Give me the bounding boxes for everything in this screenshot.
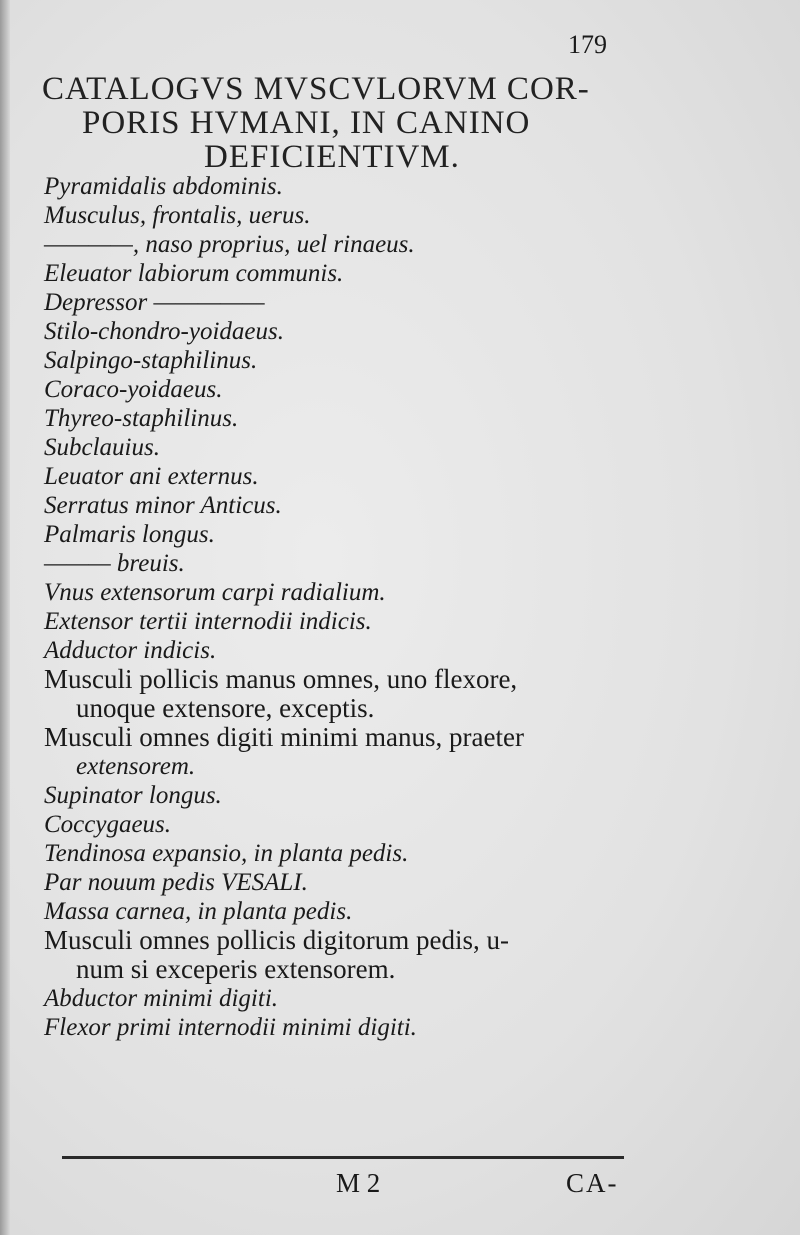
- list-item: Extensor tertii internodii indicis.: [44, 608, 372, 635]
- list-item: Coraco-yoidaeus.: [44, 376, 223, 403]
- list-item: num si exceperis extensorem.: [76, 954, 396, 984]
- list-item: unoque extensore, exceptis.: [76, 693, 375, 723]
- signature-mark: M 2: [336, 1168, 381, 1198]
- muscle-list: [44, 172, 634, 1042]
- list-item: Musculi pollicis manus omnes, uno flexore,: [44, 664, 518, 694]
- list-item: Abductor minimi digiti.: [44, 985, 279, 1012]
- list-item: Stilo-chondro-yoidaeus.: [44, 318, 285, 345]
- list-item: Adductor indicis.: [44, 637, 217, 664]
- list-item: Depressor —————: [44, 289, 265, 316]
- list-item: Musculus, frontalis, uerus.: [44, 202, 311, 229]
- list-item: Salpingo-staphilinus.: [44, 347, 258, 374]
- footer-rule: [62, 1156, 624, 1159]
- catchword: CA-: [566, 1168, 619, 1198]
- list-item: Musculi omnes pollicis digitorum pedis, u-: [44, 925, 509, 955]
- list-item: Serratus minor Anticus.: [44, 492, 282, 519]
- list-item: Flexor primi internodii minimi digiti.: [44, 1014, 417, 1041]
- list-item: Pyramidalis abdominis.: [44, 173, 283, 200]
- page-gutter-shadow: [0, 0, 10, 1235]
- list-item: Massa carnea, in planta pedis.: [44, 898, 353, 925]
- list-item: Eleuator labiorum communis.: [44, 260, 344, 287]
- page-title: [36, 72, 626, 174]
- list-item: Tendinosa expansio, in planta pedis.: [44, 840, 409, 867]
- list-item: Coccygaeus.: [44, 811, 172, 838]
- list-item: ————, naso proprius, uel rinaeus.: [44, 231, 415, 258]
- list-item: extensorem.: [76, 753, 196, 780]
- title-line-2: PORIS HVMANI, IN CANINO: [82, 105, 531, 141]
- list-item: Palmaris longus.: [44, 521, 215, 548]
- list-item: Subclauius.: [44, 434, 160, 461]
- list-item: Thyreo-staphilinus.: [44, 405, 239, 432]
- page-number: 179: [568, 30, 607, 59]
- title-line-1: CATALOGVS MVSCVLORVM COR-: [42, 71, 590, 107]
- list-item: Musculi omnes digiti minimi manus, praeter: [44, 722, 524, 752]
- list-item: Leuator ani externus.: [44, 463, 259, 490]
- list-item: Vnus extensorum carpi radialium.: [44, 579, 386, 606]
- list-item: Par nouum pedis VESALI.: [44, 869, 308, 896]
- list-item: Supinator longus.: [44, 782, 222, 809]
- title-line-3: DEFICIENTIVM.: [204, 139, 460, 175]
- list-item: ——— breuis.: [44, 550, 185, 577]
